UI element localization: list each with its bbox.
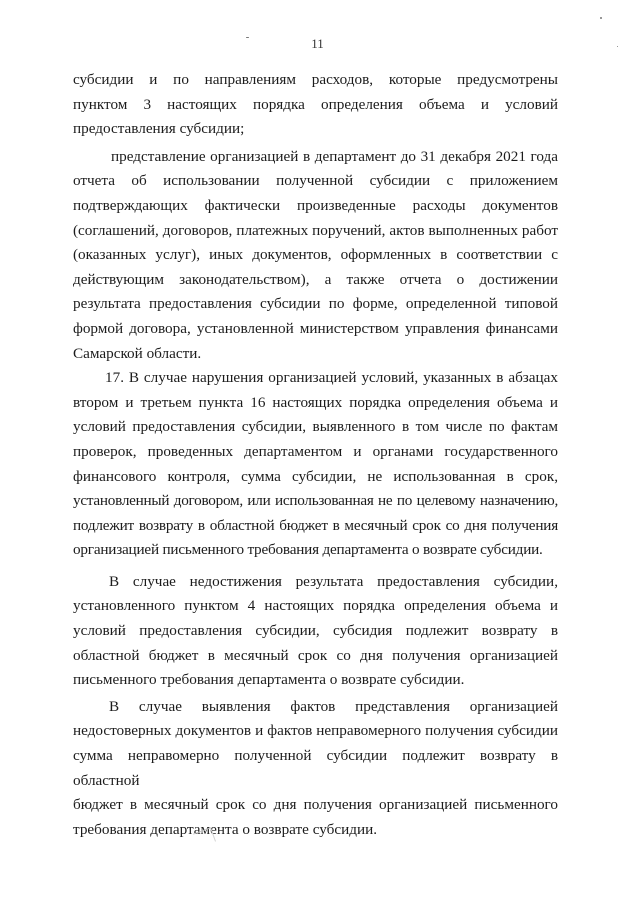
text-line: проверок, проведенных департаментом и органами государственного [73, 442, 558, 460]
text-line: финансового контроля, сумма субсидии, не использованная в срок, [73, 467, 558, 485]
text-line: Самарской области. [73, 344, 202, 362]
text-line: В случае недостижения результата предоставления субсидии, [109, 572, 558, 590]
text-line: представление организацией в департамент до 31 декабря 2021 года [111, 147, 558, 165]
scan-speck [600, 17, 602, 19]
text-line: недостоверных документов и фактов неправомерного получения субсидии [73, 722, 558, 740]
text-line: субсидии и по направлениям расходов, которые предусмотрены [73, 71, 558, 88]
text-line: требования департамента о возврате субсидии. [73, 820, 378, 838]
text-line: бюджет в месячный срок со дня получения организацией письменного [73, 796, 558, 814]
text-line: областной бюджет в месячный срок со дня получения организацией [73, 646, 558, 664]
text-line: втором и третьем пункта 16 настоящих порядка определения объема и [73, 393, 558, 411]
paragraph-subsidy-directions [73, 68, 558, 142]
text-line: условий предоставления субсидии, субсидия подлежит возврату в [73, 622, 558, 640]
text-line: 17. В случае нарушения организацией условий, указанных в абзацах [105, 369, 558, 387]
text-line: установленный договором, или использованная не по целевому назначению, [73, 492, 558, 510]
paragraph-result-not-achieved [73, 570, 558, 693]
text-line: письменного требования департамента о возврате субсидии. [73, 671, 465, 689]
document-body [73, 68, 558, 842]
text-line: результата предоставления субсидии по форме, определенной типовой [73, 295, 558, 313]
page-number: 11 [311, 36, 324, 51]
text-line: сумма неправомерно полученной субсидии подлежит возврату в областной [73, 747, 558, 789]
paragraph-item-17 [73, 366, 558, 563]
text-line: организацией письменного требования департамента о возврате субсидии. [73, 541, 543, 559]
text-line: отчета об использовании полученной субсидии с приложением [73, 172, 558, 190]
scan-speck [617, 46, 618, 47]
text-line: пунктом 3 настоящих порядка определения объема и условий [73, 95, 558, 113]
text-line: формой договора, установленной министерством управления финансами [73, 319, 558, 337]
text-line: условий предоставления субсидии, выявленного в том числе по фактам [73, 418, 558, 436]
text-line: (оказанных услуг), иных документов, оформленных в соответствии с [73, 246, 558, 264]
paragraph-report-submission [73, 145, 558, 366]
text-line: предоставления субсидии; [73, 120, 245, 138]
text-line: действующим законодательством), а также отчета о достижении [73, 270, 558, 288]
text-line: установленного пунктом 4 настоящих порядка определения объема и [73, 597, 558, 615]
scan-speck [246, 37, 249, 38]
paragraph-false-documents [73, 695, 558, 843]
text-line: (соглашений, договоров, платежных поручений, актов выполненных работ [73, 221, 558, 239]
text-line: подлежит возврату в областной бюджет в месячный срок со дня получения [73, 516, 558, 534]
text-line: В случае выявления фактов представления организацией [109, 697, 558, 715]
text-line: подтверждающих фактически произведенные расходы документов [73, 196, 558, 214]
